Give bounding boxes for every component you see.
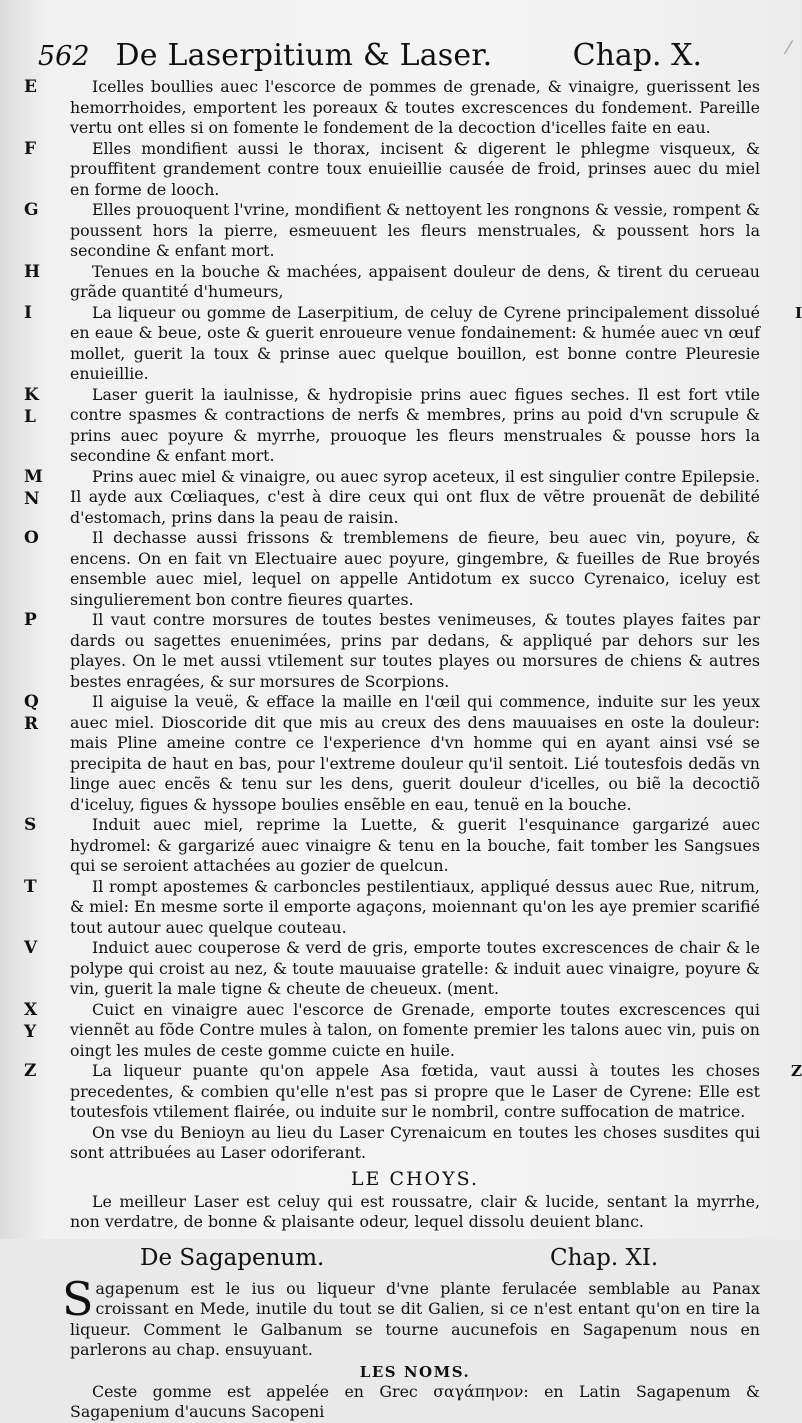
paragraph: [24, 876, 760, 939]
margin-letter: H: [24, 261, 41, 282]
margin-letter: R: [24, 714, 39, 734]
margin-letter: X: [24, 999, 38, 1020]
margin-letter: K: [24, 384, 39, 405]
paragraph-text: Laser guerit la iaulnisse, & hydropisie prins auec figues seches. Il est fort vtile contre spasmes & contractions de nerfs & membres, prins au poid d'vn scrupule & prins auec poyure & myrrhe, prouoque les fleurs menstruales & pousse hors la secondine & enfant mort.: [70, 384, 760, 465]
margin-letter: F: [24, 138, 37, 159]
paragraph-text: Induict auec couperose & verd de gris, emporte toutes excrescences de chair & le polype qui croist au nez, & toute mauuaise gratelle: & induit auec vinaigre, poyure & vin, guerit la male tigne & cheute de cheueux. (ment.: [70, 938, 760, 998]
noms-paragraph: Ceste gomme est appelée en Grec σαγάπηνον: en Latin Sagapenum & Sagapenium d'aucuns Sacopeni: [70, 1381, 760, 1421]
margin-letter: Q: [24, 692, 39, 712]
paragraph: [24, 610, 760, 692]
sagapenum-text: agapenum est le ius ou liqueur d'vne plante ferulacée semblable au Panax croissant en Mede, inutile du tout se dit Galien, si ce n'est entant qu'on en tire la liqueur. Comment le Galbanum se tourne aucunefois en Sagapenum nous en parlerons au chap. ensuyuant.: [70, 1278, 760, 1359]
paragraph-text: Prins auec miel & vinaigre, ou auec syrop aceteux, il est singulier contre Epilepsie. Il ayde aux Cœliaques, c'est à dire ceux qui ont flux de vẽtre prouenãt de debilité d'estomach, prins dans la peau de raisin.: [70, 466, 760, 527]
paragraph-text: Il dechasse aussi frissons & tremblemens de fieure, beu auec vin, poyure, & encens. On en fait vn Electuaire auec poyure, gingembre, & fueilles de Rue broyés ensemble auec miel, lequel on appelle Antidotum ex succo Cyrenaico, iceluy est singulierement bon contre fieures quartes.: [70, 528, 760, 609]
paragraph: [24, 302, 802, 385]
margin-letter: I: [24, 302, 32, 323]
text-body: [24, 77, 802, 1164]
drop-cap-letter: S: [62, 1271, 94, 1326]
paragraph: [24, 77, 760, 139]
margin-letter: M: [24, 466, 43, 487]
running-title: De Laserpitium & Laser.: [115, 38, 493, 73]
right-margin-letter: Z: [791, 1062, 802, 1080]
next-chapter-label: Chap. XI.: [550, 1244, 659, 1271]
noms-heading: LES NOMS.: [359, 1362, 471, 1381]
paragraph: [24, 466, 760, 529]
paragraph-text: La liqueur ou gomme de Laserpitium, de celuy de Cyrene principalement dissolué en eaue & beue, oste & guerit enroueure venue fondainement: & humée auec vn œuf mollet, guerit la toux & prinse auec quelque bouillon, est bonne contre Pleuresie enuieillie.: [70, 302, 760, 383]
margin-letter: L: [24, 406, 36, 427]
paragraph-text: On vse du Benioyn au lieu du Laser Cyrenaicum en toutes les choses susdites qui sont attribuées au Laser odoriferant.: [70, 1122, 760, 1162]
paragraph-text: Cuict en vinaigre auec l'escorce de Grenade, emporte toutes excrescences qui viennẽt au fõde Contre mules à talon, on fomente premier les talons auec vin, puis on oingt les mules de ceste gomme cuicte en huile.: [70, 999, 760, 1060]
choys-paragraph: Le meilleur Laser est celuy qui est roussatre, clair & lucide, sentant la myrrhe, non verdatre, de bonne & plaisante odeur, lequel dissolu deuient blanc.: [70, 1191, 760, 1231]
margin-letter: O: [24, 528, 39, 548]
paragraph: [24, 200, 760, 262]
paragraph-text: Il aiguise la veuë, & efface la maille en l'œil qui commence, induite sur les yeux auec miel. Dioscoride dit que mis au creux des dens mauuaises en oste la douleur: mais Pline ameine contre ce l'experience d'vn homme qui en ayant ainsi vsé se precipita de haut en bas, pour l'extreme douleur qu'il sentoit. Lié toutesfois dedãs vn linge auec encẽs & tenu sur les dens, guerit douleur d'icelles, ou biẽ la decoctiõ d'iceluy, figues & hyssope boulies ensẽble en eau, tenuë en la bouche.: [70, 692, 760, 814]
paragraph: [24, 261, 760, 303]
paragraph-text: Elles mondifient aussi le thorax, incisent & digerent le phlegme visqueux, & prouffitent grandement contre toux enuieillie causée de froid, prinses auec du miel en forme de looch.: [70, 138, 760, 199]
margin-letter: E: [24, 77, 37, 97]
paragraph: [24, 938, 760, 1000]
margin-letter: S: [24, 815, 37, 835]
margin-letter: Z: [24, 1061, 37, 1081]
page-number: 562: [38, 41, 90, 72]
paragraph-text: Icelles boullies auec l'escorce de pommes de grenade, & vinaigre, guerissent les hemorrhoides, emportent les poreaux & toutes excrescences du fondement. Pareille vertu ont elles si on fomente le fondement de la decoction d'icelles faite en eau.: [70, 77, 760, 137]
margin-letter: T: [24, 876, 37, 897]
paragraph: [24, 138, 760, 201]
margin-letter: G: [24, 200, 39, 220]
paragraph: [24, 384, 760, 467]
corner-mark-icon: ⁄: [786, 38, 790, 59]
margin-letter: V: [24, 938, 38, 958]
paragraph: [70, 1123, 760, 1164]
paragraph: [24, 528, 760, 610]
paragraph-text: Il vaut contre morsures de toutes bestes venimeuses, & toutes playes faites par dards ou sagettes enuenimées, prins par dedans, & appliqué par dehors sur les playes. On le met aussi vtilement sur toutes playes ou morsures de chiens & autres bestes enragées, & sur morsures de Scorpions.: [70, 610, 760, 691]
chapter-label: Chap. X.: [572, 38, 702, 73]
paragraph: [24, 692, 760, 815]
next-chapter-heading: [140, 1245, 760, 1271]
paragraph-text: Induit auec miel, reprime la Luette, & guerit l'esquinance gargarizé auec hydromel: & gargarizé auec vinaigre & tenu en la bouche, fait tomber les Sangsues qui se seroient attachées au gozier de quelcun.: [70, 815, 760, 875]
next-chapter-title: De Sagapenum.: [140, 1244, 325, 1271]
margin-letter: N: [24, 488, 40, 509]
paragraph-text: Elles prouoquent l'vrine, mondifient & nettoyent les rongnons & vessie, rompent & poussent hors la pierre, esmeuuent les fleurs menstruales, & poussent hors la secondine & enfant mort.: [70, 200, 760, 260]
paragraph: [24, 1061, 802, 1123]
paragraph: [24, 815, 760, 877]
choys-section: [62, 1167, 760, 1423]
right-margin-letter: I: [794, 303, 802, 322]
paragraph-text: Il rompt apostemes & carboncles pestilentiaux, appliqué dessus auec Rue, nitrum, & miel: En mesme sorte il emporte agaçons, moiennant qu'on les aye premier scarifié tout autour auec quelque couteau.: [70, 876, 760, 937]
margin-letter: P: [24, 610, 37, 630]
paragraph: [24, 999, 760, 1062]
running-header: [38, 38, 766, 73]
choys-heading: LE CHOYS.: [350, 1167, 480, 1190]
paragraph-text: Tenues en la bouche & machées, appaisent douleur de dens, & tirent du cerueau grãde quantité d'humeurs,: [70, 261, 760, 301]
paragraph-text: La liqueur puante qu'on appele Asa fœtida, vaut aussi à toutes les choses precedentes, & combien qu'elle n'est pas si propre que le Laser de Cyrene: Elle est toutesfois vtilement flairée, ou induite sur le nombril, contre suffocation de matrice.: [70, 1061, 760, 1121]
margin-letter: Y: [24, 1021, 37, 1042]
sagapenum-paragraph: [62, 1271, 760, 1361]
